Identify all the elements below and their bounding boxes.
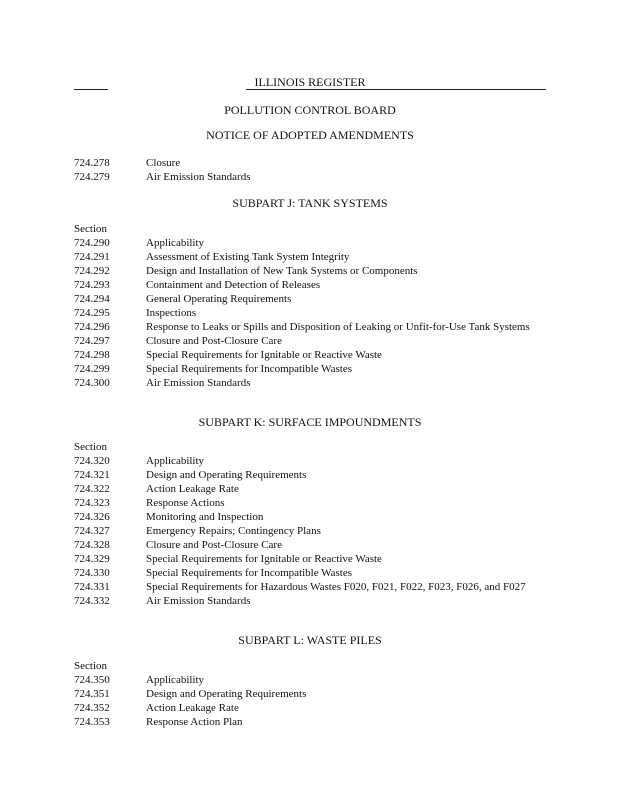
section-title: Applicability: [146, 237, 205, 249]
section-number: 724.332: [74, 595, 110, 607]
section-number: 724.331: [74, 581, 110, 593]
section-number: 724.350: [74, 674, 110, 686]
section-row: [74, 482, 546, 496]
section-number: 724.327: [74, 525, 110, 537]
section-title: Response to Leaks or Spills and Disposition of Leaking or Unfit-for-Use Tank Systems: [146, 321, 530, 333]
section-number: 724.292: [74, 265, 110, 277]
section-row: [74, 250, 546, 264]
section-title: Special Requirements for Incompatible Wastes: [146, 363, 353, 375]
section-row: [74, 306, 546, 320]
section-title: Design and Installation of New Tank Systems or Components: [146, 265, 418, 277]
section-row: [74, 496, 546, 510]
section-row: [74, 454, 546, 468]
section-number: 724.278: [74, 157, 110, 169]
section-row: [74, 170, 546, 184]
header-rule-left: [74, 89, 108, 90]
section-number: 724.323: [74, 497, 110, 509]
subpart-l-heading: SUBPART L: WASTE PILES: [238, 633, 382, 647]
intro-section-list: [74, 156, 546, 184]
section-title: Containment and Detection of Releases: [146, 279, 321, 291]
section-number: 724.320: [74, 455, 110, 467]
subpart-j-section-list: [74, 222, 546, 390]
section-number: 724.353: [74, 716, 110, 728]
section-title: Monitoring and Inspection: [146, 511, 264, 523]
section-title: Applicability: [146, 455, 205, 467]
section-title: Design and Operating Requirements: [146, 469, 307, 481]
section-row: [74, 264, 546, 278]
section-title: Response Action Plan: [146, 716, 243, 728]
section-row: [74, 320, 546, 334]
register-header: [74, 75, 546, 91]
section-row: [74, 292, 546, 306]
section-row: [74, 468, 546, 482]
section-row: [74, 566, 546, 580]
section-number: 724.322: [74, 483, 110, 495]
section-title: Air Emission Standards: [146, 377, 251, 389]
section-row: [74, 524, 546, 538]
subpart-k-heading: SUBPART K: SURFACE IMPOUNDMENTS: [198, 415, 422, 429]
section-row: [74, 236, 546, 250]
section-title: Emergency Repairs; Contingency Plans: [146, 525, 321, 537]
section-title: Applicability: [146, 674, 205, 686]
section-row: [74, 278, 546, 292]
section-title: Special Requirements for Ignitable or Reactive Waste: [146, 349, 382, 361]
section-number: 724.321: [74, 469, 110, 481]
subpart-l-section-list: [74, 659, 546, 729]
header-rule-right: [246, 89, 546, 90]
section-title: Air Emission Standards: [146, 595, 251, 607]
section-row: [74, 673, 546, 687]
section-label: Section: [74, 660, 107, 672]
section-number: 724.291: [74, 251, 110, 263]
section-number: 724.328: [74, 539, 110, 551]
section-row: [74, 580, 546, 594]
section-number: 724.300: [74, 377, 110, 389]
section-title: Inspections: [146, 307, 197, 319]
section-row: [74, 538, 546, 552]
section-label: Section: [74, 223, 107, 235]
section-title: Closure and Post-Closure Care: [146, 335, 282, 347]
register-title: ILLINOIS REGISTER: [254, 75, 366, 89]
section-title: Response Actions: [146, 497, 225, 509]
notice-title: NOTICE OF ADOPTED AMENDMENTS: [206, 128, 414, 142]
section-number: 724.296: [74, 321, 110, 333]
section-row: [74, 376, 546, 390]
section-label: Section: [74, 441, 107, 453]
section-row: [74, 156, 546, 170]
section-title: Closure: [146, 157, 181, 169]
section-row: [74, 334, 546, 348]
section-row: [74, 552, 546, 566]
subpart-j-heading: SUBPART J: TANK SYSTEMS: [232, 196, 388, 210]
section-title: Special Requirements for Incompatible Wastes: [146, 567, 353, 579]
section-title: Special Requirements for Ignitable or Reactive Waste: [146, 553, 382, 565]
section-row: [74, 715, 546, 729]
section-row: [74, 362, 546, 376]
section-number: 724.298: [74, 349, 110, 361]
section-row: [74, 510, 546, 524]
section-title: Air Emission Standards: [146, 171, 251, 183]
section-title: General Operating Requirements: [146, 293, 292, 305]
section-number: 724.297: [74, 335, 110, 347]
section-number: 724.293: [74, 279, 110, 291]
section-number: 724.295: [74, 307, 110, 319]
section-number: 724.294: [74, 293, 110, 305]
section-number: 724.352: [74, 702, 110, 714]
section-number: 724.326: [74, 511, 110, 523]
section-row: [74, 701, 546, 715]
section-row: [74, 687, 546, 701]
section-number: 724.279: [74, 171, 110, 183]
section-title: Special Requirements for Hazardous Wastes F020, F021, F022, F023, F026, and F027: [146, 581, 526, 593]
section-title: Design and Operating Requirements: [146, 688, 307, 700]
subpart-k-section-list: [74, 440, 546, 608]
section-row: [74, 594, 546, 608]
section-title: Action Leakage Rate: [146, 702, 239, 714]
board-title: POLLUTION CONTROL BOARD: [224, 103, 396, 117]
section-number: 724.290: [74, 237, 110, 249]
section-title: Action Leakage Rate: [146, 483, 239, 495]
section-row: [74, 348, 546, 362]
section-title: Assessment of Existing Tank System Integrity: [146, 251, 350, 263]
section-number: 724.299: [74, 363, 110, 375]
section-title: Closure and Post-Closure Care: [146, 539, 282, 551]
section-number: 724.330: [74, 567, 110, 579]
section-number: 724.351: [74, 688, 110, 700]
section-number: 724.329: [74, 553, 110, 565]
